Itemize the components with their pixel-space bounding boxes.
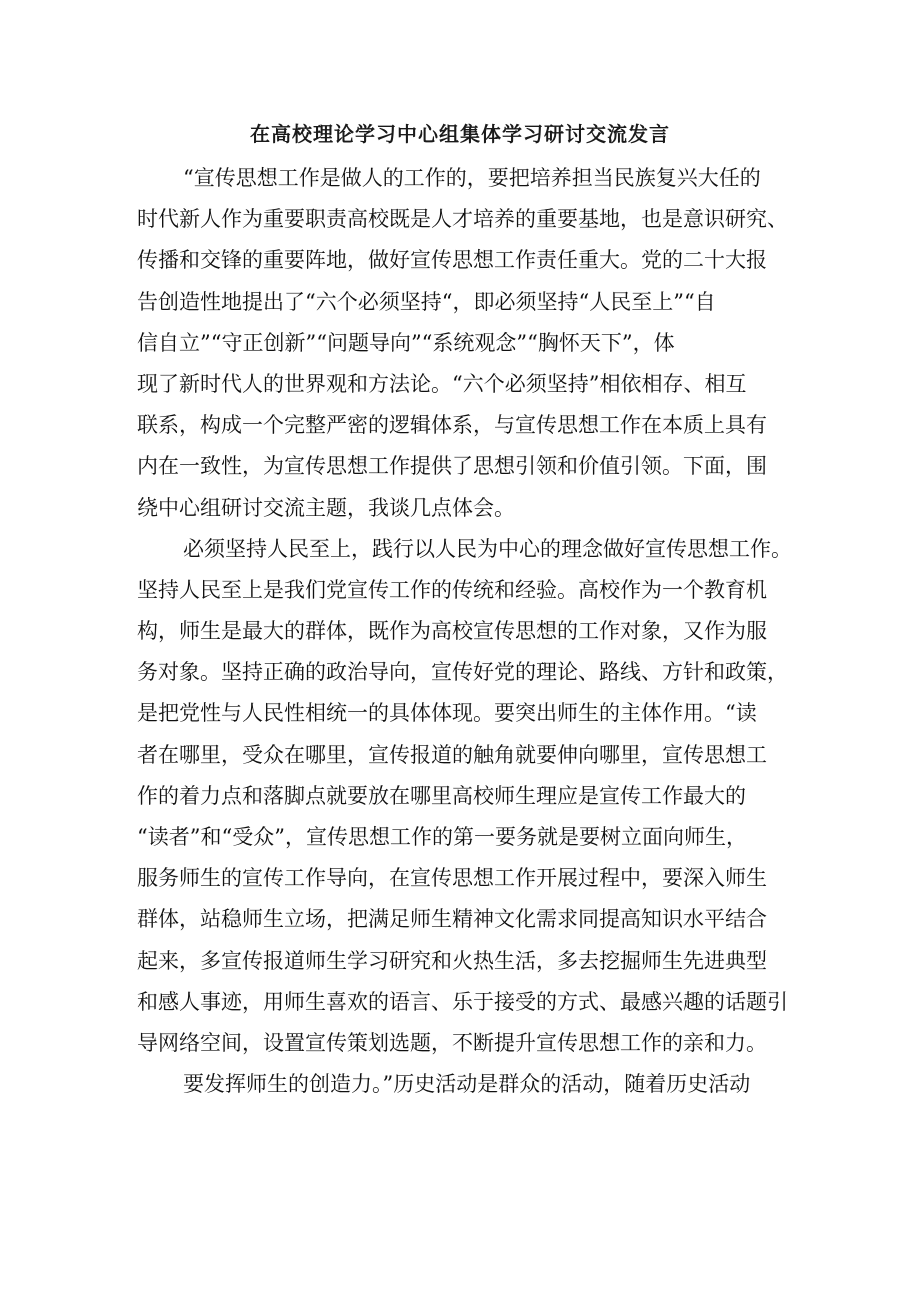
- text-line: 传播和交锋的重要阵地，做好宣传思想工作责任重大。党的二十大报: [137, 248, 767, 273]
- text-line: 要发挥师生的创造力。”历史活动是群众的活动，随着历史活动: [183, 1072, 751, 1097]
- text-line: 坚持人民至上是我们党宣传工作的传统和经验。高校作为一个教育机: [137, 577, 767, 602]
- text-line: 内在一致性，为宣传思想工作提供了思想引领和价值引领。下面，围: [137, 454, 767, 479]
- text-line: 务对象。坚持正确的政治导向，宣传好党的理论、路线、方针和政策，: [137, 660, 788, 685]
- text-line: 服务师生的宣传工作导向，在宣传思想工作开展过程中，要深入师生: [137, 866, 767, 891]
- text-line: 绕中心组研讨交流主题，我谈几点体会。: [137, 495, 515, 520]
- document-title: 在高校理论学习中心组集体学习研讨交流发言: [250, 122, 670, 146]
- text-line: 者在哪里，受众在哪里，宣传报道的触角就要伸向哪里，宣传思想工: [137, 742, 767, 767]
- text-line: “宣传思想工作是做人的工作的，要把培养担当民族复兴大任的: [183, 166, 761, 190]
- text-line: 构，师生是最大的群体，既作为高校宣传思想的工作对象，又作为服: [137, 619, 767, 644]
- text-line: 现了新时代人的世界观和方法论。“六个必须坚持”相依相存、相互: [137, 371, 747, 396]
- text-line: 起来，多宣传报道师生学习研究和火热生活，多去挖掘师生先进典型: [137, 948, 767, 973]
- text-line: 告创造性地提出了“六个必须坚持“，即必须坚持“人民至上”“自: [137, 289, 716, 314]
- text-line: 作的着力点和落脚点就要放在哪里高校师生理应是宣传工作最大的: [137, 783, 746, 808]
- text-line: 群体，站稳师生立场，把满足师生精神文化需求同提高知识水平结合: [137, 907, 767, 932]
- text-line: 必须坚持人民至上，践行以人民为中心的理念做好宣传思想工作。: [183, 536, 792, 561]
- text-line: 是把党性与人民性相统一的具体体现。要突出师生的主体作用。“读: [137, 701, 757, 726]
- text-line: 和感人事迹，用师生喜欢的语言、乐于接受的方式、最感兴趣的话题引: [137, 989, 788, 1014]
- text-line: “读者”和“受众”，宣传思想工作的第一要务就是要树立面向师生，: [137, 825, 747, 849]
- document-body: [137, 158, 797, 1105]
- text-line: 联系，构成一个完整严密的逻辑体系，与宣传思想工作在本质上具有: [137, 413, 767, 438]
- text-line: 导网络空间，设置宣传策划选题，不断提升宣传思想工作的亲和力。: [137, 1030, 767, 1055]
- text-line: 时代新人作为重要职责高校既是人才培养的重要基地，也是意识研究、: [137, 207, 788, 232]
- text-line: 信自立”“守正创新”“问题导向”“系统观念”“胸怀天下”，体: [137, 330, 675, 355]
